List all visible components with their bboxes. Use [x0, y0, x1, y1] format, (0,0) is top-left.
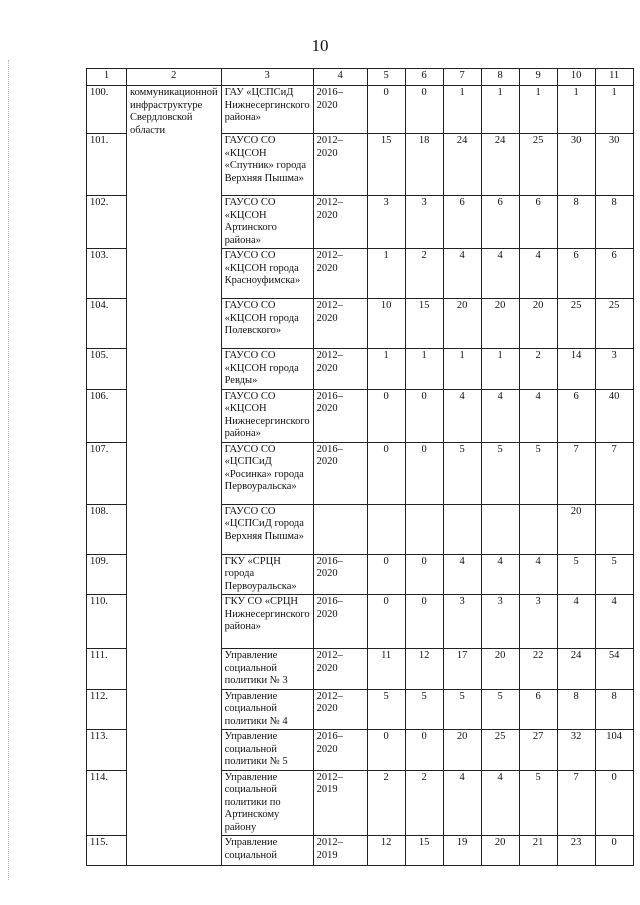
value-cell: 5	[443, 442, 481, 504]
value-cell: 15	[405, 299, 443, 349]
value-cell	[519, 504, 557, 554]
value-cell: 32	[557, 730, 595, 771]
value-cell: 2	[519, 349, 557, 390]
value-cell	[481, 504, 519, 554]
value-cell: 5	[557, 554, 595, 595]
value-cell: 20	[481, 299, 519, 349]
value-cell: 1	[519, 86, 557, 134]
value-cell: 5	[405, 689, 443, 730]
value-cell: 5	[481, 689, 519, 730]
period-cell: 2016–2020	[313, 389, 367, 442]
value-cell: 1	[405, 349, 443, 390]
value-cell: 24	[557, 649, 595, 690]
organization-name: ГАУСО СО «КЦСОН Нижнесергинского района»	[221, 389, 313, 442]
region-cell: коммуникационной инфраструктуре Свердловской области	[127, 86, 222, 866]
row-number: 114.	[87, 770, 127, 836]
value-cell: 0	[405, 389, 443, 442]
value-cell: 25	[595, 299, 633, 349]
value-cell: 2	[367, 770, 405, 836]
value-cell: 24	[481, 134, 519, 196]
value-cell: 24	[443, 134, 481, 196]
organization-name: Управление социальной	[221, 836, 313, 866]
value-cell: 5	[443, 689, 481, 730]
value-cell: 4	[481, 770, 519, 836]
table-row	[87, 86, 634, 134]
value-cell	[595, 504, 633, 554]
value-cell: 0	[367, 554, 405, 595]
value-cell: 6	[519, 196, 557, 249]
value-cell	[443, 504, 481, 554]
value-cell: 1	[367, 349, 405, 390]
value-cell: 25	[519, 134, 557, 196]
data-table	[86, 68, 634, 866]
value-cell: 6	[481, 196, 519, 249]
value-cell: 0	[405, 554, 443, 595]
row-number: 112.	[87, 689, 127, 730]
value-cell: 104	[595, 730, 633, 771]
value-cell: 5	[595, 554, 633, 595]
value-cell: 4	[519, 389, 557, 442]
value-cell: 4	[481, 389, 519, 442]
value-cell: 3	[443, 595, 481, 649]
value-cell: 30	[557, 134, 595, 196]
organization-name: Управление социальной политики по Артинскому району	[221, 770, 313, 836]
value-cell: 20	[519, 299, 557, 349]
column-header: 7	[443, 69, 481, 86]
value-cell: 5	[367, 689, 405, 730]
value-cell: 1	[595, 86, 633, 134]
value-cell: 25	[481, 730, 519, 771]
value-cell: 4	[481, 554, 519, 595]
row-number: 108.	[87, 504, 127, 554]
row-number: 111.	[87, 649, 127, 690]
value-cell: 4	[595, 595, 633, 649]
organization-name: Управление социальной политики № 4	[221, 689, 313, 730]
value-cell: 1	[443, 349, 481, 390]
value-cell: 20	[443, 299, 481, 349]
value-cell: 17	[443, 649, 481, 690]
value-cell: 3	[481, 595, 519, 649]
organization-name: ГАУСО СО «КЦСОН «Спутник» города Верхняя Пышма»	[221, 134, 313, 196]
value-cell: 1	[367, 249, 405, 299]
page-number: 10	[311, 36, 329, 55]
value-cell: 20	[481, 649, 519, 690]
row-number: 106.	[87, 389, 127, 442]
value-cell: 1	[443, 86, 481, 134]
value-cell: 20	[481, 836, 519, 866]
period-cell: 2016–2020	[313, 442, 367, 504]
value-cell: 6	[443, 196, 481, 249]
value-cell: 21	[519, 836, 557, 866]
value-cell: 6	[519, 689, 557, 730]
column-header: 11	[595, 69, 633, 86]
value-cell: 20	[557, 504, 595, 554]
value-cell: 3	[595, 349, 633, 390]
value-cell	[367, 504, 405, 554]
row-number: 101.	[87, 134, 127, 196]
row-number: 105.	[87, 349, 127, 390]
value-cell: 1	[557, 86, 595, 134]
value-cell: 4	[519, 554, 557, 595]
value-cell: 7	[595, 442, 633, 504]
value-cell: 1	[481, 86, 519, 134]
period-cell: 2012–2020	[313, 349, 367, 390]
value-cell: 7	[557, 442, 595, 504]
period-cell: 2016–2020	[313, 595, 367, 649]
value-cell: 0	[367, 595, 405, 649]
value-cell: 14	[557, 349, 595, 390]
row-number: 100.	[87, 86, 127, 134]
value-cell: 25	[557, 299, 595, 349]
value-cell: 6	[557, 249, 595, 299]
value-cell: 11	[367, 649, 405, 690]
organization-name: ГАУСО СО «ЦСПСиД города Верхняя Пышма»	[221, 504, 313, 554]
value-cell: 30	[595, 134, 633, 196]
value-cell: 2	[405, 770, 443, 836]
value-cell: 8	[557, 689, 595, 730]
value-cell: 0	[595, 836, 633, 866]
value-cell: 0	[595, 770, 633, 836]
value-cell: 4	[443, 389, 481, 442]
value-cell: 0	[367, 86, 405, 134]
value-cell: 8	[595, 689, 633, 730]
period-cell	[313, 504, 367, 554]
value-cell: 0	[367, 730, 405, 771]
organization-name: ГАУСО СО «КЦСОН Артинского района»	[221, 196, 313, 249]
column-header: 2	[127, 69, 222, 86]
value-cell: 15	[405, 836, 443, 866]
column-header: 6	[405, 69, 443, 86]
organization-name: ГКУ «СРЦН города Первоуральска»	[221, 554, 313, 595]
value-cell: 54	[595, 649, 633, 690]
period-cell: 2012–2019	[313, 770, 367, 836]
row-number: 110.	[87, 595, 127, 649]
period-cell: 2012–2020	[313, 134, 367, 196]
row-number: 109.	[87, 554, 127, 595]
column-header: 5	[367, 69, 405, 86]
value-cell: 15	[367, 134, 405, 196]
value-cell	[405, 504, 443, 554]
value-cell: 5	[519, 442, 557, 504]
value-cell: 18	[405, 134, 443, 196]
column-header: 8	[481, 69, 519, 86]
value-cell: 0	[367, 389, 405, 442]
value-cell: 0	[405, 595, 443, 649]
value-cell: 40	[595, 389, 633, 442]
value-cell: 8	[557, 196, 595, 249]
value-cell: 20	[443, 730, 481, 771]
organization-name: ГАУСО СО «ЦСПСиД «Росинка» города Первоуральска»	[221, 442, 313, 504]
value-cell: 4	[443, 554, 481, 595]
organization-name: Управление социальной политики № 3	[221, 649, 313, 690]
value-cell: 7	[557, 770, 595, 836]
column-header: 3	[221, 69, 313, 86]
column-header: 4	[313, 69, 367, 86]
row-number: 104.	[87, 299, 127, 349]
period-cell: 2012–2020	[313, 196, 367, 249]
organization-name: ГАУСО СО «КЦСОН города Красноуфимска»	[221, 249, 313, 299]
period-cell: 2016–2020	[313, 730, 367, 771]
column-header: 9	[519, 69, 557, 86]
organization-name: ГАУ «ЦСПСиД Нижнесергинского района»	[221, 86, 313, 134]
period-cell: 2012–2020	[313, 689, 367, 730]
value-cell: 0	[405, 730, 443, 771]
row-number: 107.	[87, 442, 127, 504]
row-number: 102.	[87, 196, 127, 249]
value-cell: 4	[481, 249, 519, 299]
value-cell: 27	[519, 730, 557, 771]
value-cell: 3	[367, 196, 405, 249]
period-cell: 2012–2019	[313, 836, 367, 866]
value-cell: 4	[557, 595, 595, 649]
value-cell: 5	[519, 770, 557, 836]
row-number: 113.	[87, 730, 127, 771]
row-number: 103.	[87, 249, 127, 299]
value-cell: 19	[443, 836, 481, 866]
period-cell: 2016–2020	[313, 554, 367, 595]
column-header: 10	[557, 69, 595, 86]
value-cell: 3	[519, 595, 557, 649]
period-cell: 2012–2020	[313, 299, 367, 349]
value-cell: 6	[595, 249, 633, 299]
value-cell: 4	[519, 249, 557, 299]
value-cell: 1	[481, 349, 519, 390]
value-cell: 2	[405, 249, 443, 299]
value-cell: 4	[443, 249, 481, 299]
value-cell: 10	[367, 299, 405, 349]
value-cell: 0	[405, 442, 443, 504]
period-cell: 2016–2020	[313, 86, 367, 134]
value-cell: 12	[367, 836, 405, 866]
table-header-row	[87, 69, 634, 86]
column-header: 1	[87, 69, 127, 86]
organization-name: Управление социальной политики № 5	[221, 730, 313, 771]
period-cell: 2012–2020	[313, 649, 367, 690]
row-number: 115.	[87, 836, 127, 866]
value-cell: 22	[519, 649, 557, 690]
value-cell: 5	[481, 442, 519, 504]
margin-dotted-line	[8, 60, 11, 880]
organization-name: ГАУСО СО «КЦСОН города Ревды»	[221, 349, 313, 390]
value-cell: 0	[405, 86, 443, 134]
value-cell: 4	[443, 770, 481, 836]
value-cell: 12	[405, 649, 443, 690]
organization-name: ГАУСО СО «КЦСОН города Полевского»	[221, 299, 313, 349]
organization-name: ГКУ СО «СРЦН Нижнесергинского района»	[221, 595, 313, 649]
value-cell: 6	[557, 389, 595, 442]
value-cell: 3	[405, 196, 443, 249]
period-cell: 2012–2020	[313, 249, 367, 299]
value-cell: 8	[595, 196, 633, 249]
value-cell: 0	[367, 442, 405, 504]
value-cell: 23	[557, 836, 595, 866]
